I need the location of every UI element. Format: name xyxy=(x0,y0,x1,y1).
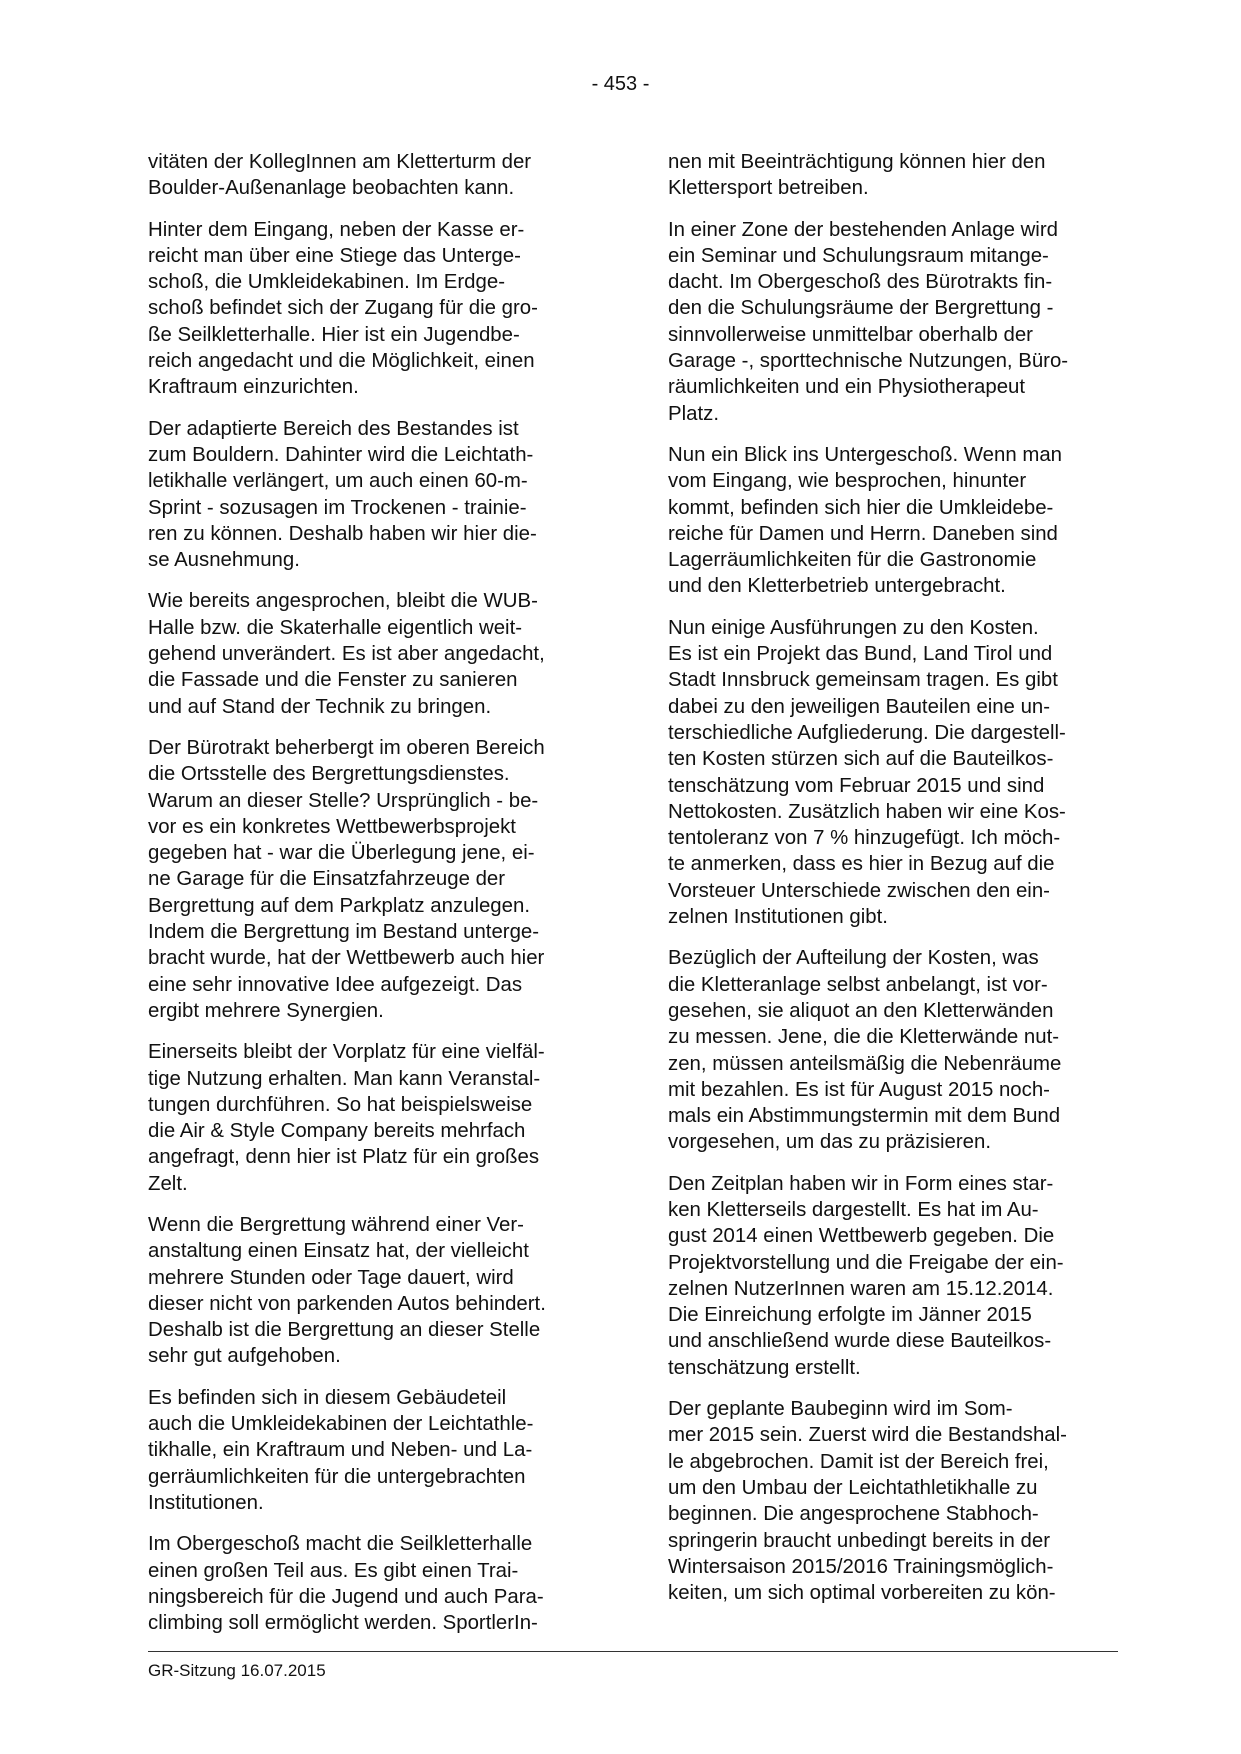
text-line: tenschätzung vom Februar 2015 und sind xyxy=(668,774,1045,797)
text-line: gehend unverändert. Es ist aber angedacht, xyxy=(148,643,545,666)
text-line: Der adaptierte Bereich des Bestandes ist xyxy=(148,417,519,440)
text-line: mehrere Stunden oder Tage dauert, wird xyxy=(148,1266,514,1289)
text-line: Projektvorstellung und die Freigabe der ein- xyxy=(668,1251,1064,1274)
text-line: Halle bzw. die Skaterhalle eigentlich weit- xyxy=(148,616,523,639)
paragraph xyxy=(668,217,1112,427)
text-line: vor es ein konkretes Wettbewerbsprojekt xyxy=(148,815,516,838)
text-line: einen großen Teil aus. Es gibt einen Trai- xyxy=(148,1559,519,1582)
text-line: le abgebrochen. Damit ist der Bereich frei, xyxy=(668,1450,1049,1473)
text-line: vorgesehen, um das zu präzisieren. xyxy=(668,1131,992,1154)
text-line: Warum an dieser Stelle? Ursprünglich - be- xyxy=(148,789,539,812)
text-line: tikhalle, ein Kraftraum und Neben- und La- xyxy=(148,1439,533,1462)
text-line: mit bezahlen. Es ist für August 2015 noch- xyxy=(668,1078,1050,1101)
text-line: beginnen. Die angesprochene Stabhoch- xyxy=(668,1503,1039,1526)
text-line: Nun einige Ausführungen zu den Kosten. xyxy=(668,616,1039,639)
text-line: keiten, um sich optimal vorbereiten zu kön- xyxy=(668,1582,1056,1605)
text-line: se Ausnehmung. xyxy=(148,549,300,572)
text-line: Boulder-Außenanlage beobachten kann. xyxy=(148,177,515,200)
paragraph xyxy=(148,217,592,401)
text-line: sinnvollerweise unmittelbar oberhalb der xyxy=(668,323,1033,346)
text-line: tentoleranz von 7 % hinzugefügt. Ich möch- xyxy=(668,827,1061,850)
text-line: kommt, befinden sich hier die Umkleidebe- xyxy=(668,496,1054,519)
text-line: gust 2014 einen Wettbewerb gegeben. Die xyxy=(668,1225,1055,1248)
text-line: Es befinden sich in diesem Gebäudeteil xyxy=(148,1386,507,1409)
text-line: Nun ein Blick ins Untergeschoß. Wenn man xyxy=(668,443,1063,466)
text-line: zum Bouldern. Dahinter wird die Leichtath- xyxy=(148,443,534,466)
text-line: mer 2015 sein. Zuerst wird die Bestandshal- xyxy=(668,1424,1067,1447)
paragraph xyxy=(148,1039,592,1197)
footer-session-date: GR-Sitzung 16.07.2015 xyxy=(148,1661,326,1680)
paragraph xyxy=(148,416,592,574)
text-line: räumlichkeiten und ein Physiotherapeut xyxy=(668,376,1026,399)
text-line: nen mit Beeinträchtigung können hier den xyxy=(668,151,1046,173)
text-line: vitäten der KollegInnen am Kletterturm der xyxy=(148,151,532,173)
text-line: In einer Zone der bestehenden Anlage wird xyxy=(668,218,1058,241)
text-line: Hinter dem Eingang, neben der Kasse er- xyxy=(148,218,525,241)
text-line: Den Zeitplan haben wir in Form eines star- xyxy=(668,1172,1054,1195)
text-line: und anschließend wurde diese Bauteilkos- xyxy=(668,1330,1052,1353)
paragraph xyxy=(668,442,1112,600)
text-line: Wenn die Bergrettung während einer Ver- xyxy=(148,1213,524,1236)
text-line: Indem die Bergrettung im Bestand unterge- xyxy=(148,921,540,944)
text-line: Platz. xyxy=(668,402,719,425)
text-line: auch die Umkleidekabinen der Leichtathle- xyxy=(148,1413,534,1436)
text-line: eine sehr innovative Idee aufgezeigt. Das xyxy=(148,973,523,996)
text-line: Es ist ein Projekt das Bund, Land Tirol und xyxy=(668,643,1053,666)
text-line: die Fassade und die Fenster zu sanieren xyxy=(148,669,518,692)
text-line: Lagerräumlichkeiten für die Gastronomie xyxy=(668,549,1037,572)
paragraph xyxy=(668,1396,1112,1606)
text-line: um den Umbau der Leichtathletikhalle zu xyxy=(668,1476,1038,1499)
text-line: sehr gut aufgehoben. xyxy=(148,1345,341,1368)
text-line: ein Seminar und Schulungsraum mitange- xyxy=(668,244,1049,267)
text-line: Einerseits bleibt der Vorplatz für eine vielfäl- xyxy=(148,1041,545,1064)
text-line: letikhalle verlängert, um auch einen 60-m- xyxy=(148,470,528,493)
text-line: ren zu können. Deshalb haben wir hier die- xyxy=(148,522,537,545)
paragraph xyxy=(668,1171,1112,1381)
text-line: terschiedliche Aufgliederung. Die dargestell- xyxy=(668,721,1066,744)
right-column xyxy=(668,149,1112,1621)
text-line: Der geplante Baubeginn wird im Som- xyxy=(668,1398,1013,1421)
text-line: reich angedacht und die Möglichkeit, einen xyxy=(148,350,535,373)
text-line: Wintersaison 2015/2016 Trainingsmöglich- xyxy=(668,1555,1054,1578)
text-line: reiche für Damen und Herrn. Daneben sind xyxy=(668,522,1058,545)
text-line: climbing soll ermöglicht werden. SportlerIn- xyxy=(148,1612,538,1635)
text-line: schoß, die Umkleidekabinen. Im Erdge- xyxy=(148,271,505,294)
text-line: Vorsteuer Unterschiede zwischen den ein- xyxy=(668,879,1050,902)
text-line: gesehen, sie aliquot an den Kletterwänden xyxy=(668,999,1054,1022)
text-line: Stadt Innsbruck gemeinsam tragen. Es gibt xyxy=(668,669,1058,692)
text-line: die Ortsstelle des Bergrettungsdienstes. xyxy=(148,763,510,786)
text-line: reicht man über eine Stiege das Unterge- xyxy=(148,244,521,267)
text-line: zelnen Institutionen gibt. xyxy=(668,906,888,929)
text-line: ningsbereich für die Jugend und auch Para- xyxy=(148,1585,544,1608)
text-line: schoß befindet sich der Zugang für die gro- xyxy=(148,297,538,320)
text-line: tungen durchführen. So hat beispielsweise xyxy=(148,1093,533,1116)
text-line: te anmerken, dass es hier in Bezug auf die xyxy=(668,853,1055,876)
footer-divider xyxy=(148,1651,1118,1652)
text-line: die Kletteranlage selbst anbelangt, ist vor- xyxy=(668,973,1048,996)
text-line: Klettersport betreiben. xyxy=(668,177,869,200)
text-line: angefragt, denn hier ist Platz für ein großes xyxy=(148,1146,540,1169)
text-line: dieser nicht von parkenden Autos behindert. xyxy=(148,1292,546,1315)
text-line: tenschätzung erstellt. xyxy=(668,1356,861,1379)
page-number: - 453 - xyxy=(591,73,650,95)
text-line: mals ein Abstimmungstermin mit dem Bund xyxy=(668,1105,1061,1128)
paragraph xyxy=(668,149,1112,202)
text-line: Die Einreichung erfolgte im Jänner 2015 xyxy=(668,1304,1032,1327)
text-line: gegeben hat - war die Überlegung jene, ei- xyxy=(148,842,535,865)
text-line: zen, müssen anteilsmäßig die Nebenräume xyxy=(668,1052,1062,1075)
text-line: anstaltung einen Einsatz hat, der vielleicht xyxy=(148,1240,529,1263)
text-line: ergibt mehrere Synergien. xyxy=(148,999,384,1022)
text-line: Deshalb ist die Bergrettung an dieser Stelle xyxy=(148,1319,541,1342)
text-line: Wie bereits angesprochen, bleibt die WUB- xyxy=(148,590,538,613)
left-column xyxy=(148,149,592,1651)
text-line: zu messen. Jene, die die Kletterwände nut- xyxy=(668,1026,1060,1049)
text-line: Bezüglich der Aufteilung der Kosten, was xyxy=(668,947,1039,970)
paragraph xyxy=(148,1212,592,1370)
text-line: und den Kletterbetrieb untergebracht. xyxy=(668,575,1006,598)
text-line: gerräumlichkeiten für die untergebrachten xyxy=(148,1465,526,1488)
text-line: springerin braucht unbedingt bereits in der xyxy=(668,1529,1050,1552)
text-line: ten Kosten stürzen sich auf die Bauteilkos- xyxy=(668,748,1054,771)
paragraph xyxy=(148,735,592,1024)
text-line: ken Kletterseils dargestellt. Es hat im Au- xyxy=(668,1198,1039,1221)
paragraph xyxy=(148,1385,592,1516)
paragraph xyxy=(148,588,592,719)
paragraph xyxy=(668,615,1112,931)
text-line: Garage -, sporttechnische Nutzungen, Büro- xyxy=(668,350,1069,373)
paragraph xyxy=(148,149,592,202)
text-line: ße Seilkletterhalle. Hier ist ein Jugendbe- xyxy=(148,323,520,346)
text-line: Der Bürotrakt beherbergt im oberen Bereich xyxy=(148,736,545,759)
text-line: Nettokosten. Zusätzlich haben wir eine Kos- xyxy=(668,800,1066,823)
text-line: und auf Stand der Technik zu bringen. xyxy=(148,695,492,718)
text-line: Im Obergeschoß macht die Seilkletterhalle xyxy=(148,1533,533,1556)
text-line: die Air & Style Company bereits mehrfach xyxy=(148,1120,526,1143)
text-line: dacht. Im Obergeschoß des Bürotrakts fin- xyxy=(668,271,1053,294)
text-line: Bergrettung auf dem Parkplatz anzulegen. xyxy=(148,894,530,917)
text-line: tige Nutzung erhalten. Man kann Veranstal- xyxy=(148,1067,541,1090)
text-line: Zelt. xyxy=(148,1172,188,1195)
text-line: dabei zu den jeweiligen Bauteilen eine un- xyxy=(668,695,1051,718)
text-line: bracht wurde, hat der Wettbewerb auch hier xyxy=(148,947,545,970)
text-line: den die Schulungsräume der Bergrettung - xyxy=(668,297,1054,320)
text-line: ne Garage für die Einsatzfahrzeuge der xyxy=(148,868,506,891)
paragraph xyxy=(668,945,1112,1155)
text-line: vom Eingang, wie besprochen, hinunter xyxy=(668,470,1027,493)
paragraph xyxy=(148,1531,592,1636)
text-line: Institutionen. xyxy=(148,1491,264,1514)
text-line: Kraftraum einzurichten. xyxy=(148,376,359,399)
text-line: zelnen NutzerInnen waren am 15.12.2014. xyxy=(668,1277,1054,1300)
text-line: Sprint - sozusagen im Trockenen - trainie- xyxy=(148,496,527,519)
